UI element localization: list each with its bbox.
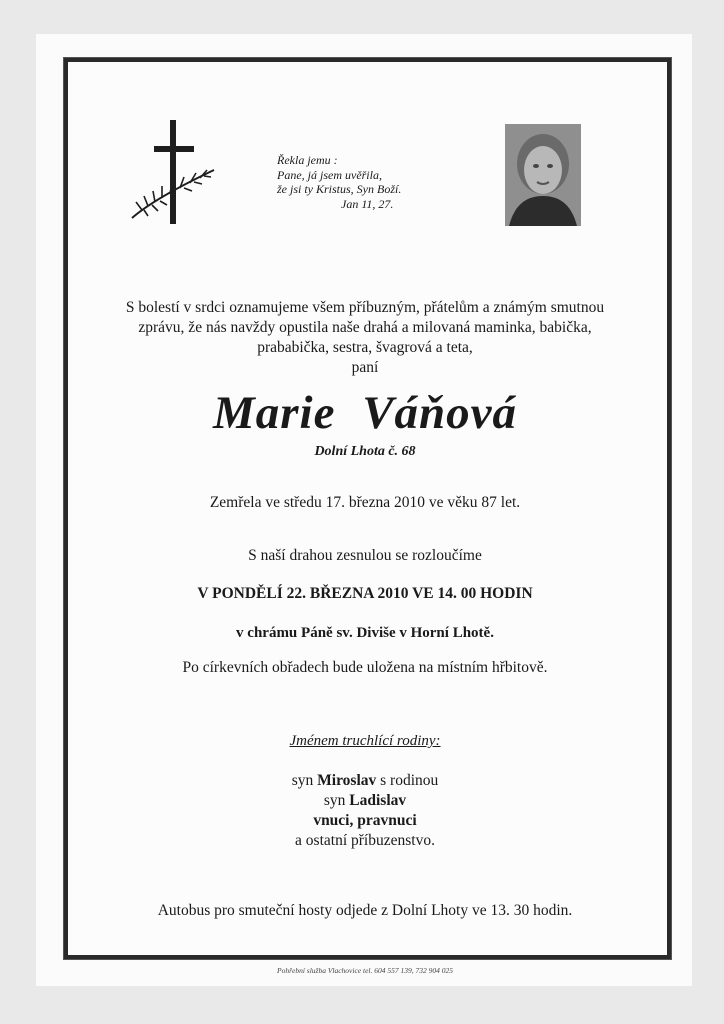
intro-line-2: zprávu, že nás navždy opustila naše drahá a milovaná maminka, babička, — [138, 319, 592, 336]
bus-notice: Autobus pro smuteční hosty odjede z Dolní Lhoty ve 13. 30 hodin. — [157, 902, 573, 919]
announcement-intro — [70, 298, 660, 378]
funeral-location: v chrámu Páně sv. Diviše v Horní Lhotě. — [236, 625, 494, 641]
portrait-photo — [505, 124, 581, 226]
funeral-datetime: V PONDĚLÍ 22. BŘEZNA 2010 VE 14. 00 HODIN — [197, 585, 533, 602]
son-2-name: Ladislav — [349, 792, 407, 809]
family-son-1 — [70, 771, 660, 791]
funeral-service-footer: Pohřební služba Vlachovice tel. 604 557 139, 732 904 025 — [276, 966, 454, 975]
deceased-name: Marie Váňová — [212, 387, 518, 439]
quote-reference: Jan 11, 27. — [341, 196, 394, 211]
death-date-text: Zemřela ve středu 17. března 2010 ve věku 87 let. — [209, 494, 521, 511]
quote-line-1: Řekla jemu : — [277, 153, 338, 167]
cross-with-palm-icon — [128, 118, 218, 226]
family-son-2 — [70, 791, 660, 811]
intro-line-4: paní — [351, 359, 379, 376]
intro-line-1: S bolestí v srdci oznamujeme všem příbuzným, přátelům a známým smutnou — [125, 299, 605, 316]
son-2-prefix: syn — [323, 792, 346, 809]
son-1-prefix: syn — [291, 772, 314, 789]
family-list — [70, 771, 660, 851]
scripture-quote — [277, 153, 477, 211]
quote-line-3: že jsi ty Kristus, Syn Boží. — [277, 182, 402, 196]
quote-line-2: Pane, já jsem uvěřila, — [277, 167, 382, 182]
family-others: a ostatní příbuzenstvo. — [295, 832, 435, 849]
burial-text: Po církevních obřadech bude uložena na místním hřbitově. — [182, 659, 548, 676]
deceased-address: Dolní Lhota č. 68 — [314, 444, 416, 459]
son-1-suffix: s rodinou — [380, 772, 439, 789]
farewell-text: S naší drahou zesnulou se rozloučíme — [248, 547, 482, 564]
son-1-name: Miroslav — [317, 772, 377, 789]
family-grandchildren: vnuci, pravnuci — [313, 812, 417, 829]
intro-line-3: prababička, sestra, švagrová a teta, — [257, 339, 473, 356]
family-header: Jménem truchlící rodiny: — [289, 733, 441, 749]
